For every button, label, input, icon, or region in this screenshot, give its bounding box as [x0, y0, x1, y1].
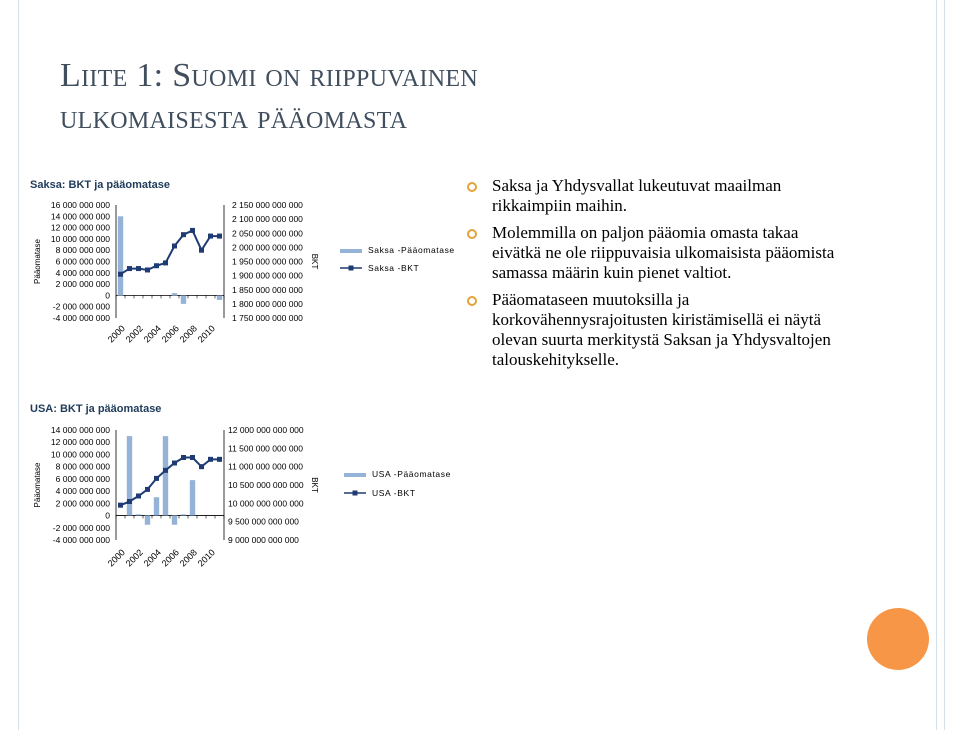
legend-swatch-marker: [349, 266, 354, 271]
decorative-orange-circle: [867, 608, 929, 670]
bar: [217, 295, 222, 300]
y-right-tick-label: 1 950 000 000 000: [232, 256, 303, 267]
line-marker: [127, 266, 132, 271]
legend-swatch-marker: [353, 491, 358, 496]
line-marker: [190, 228, 195, 233]
bar: [136, 514, 141, 515]
legend-swatch-bar: [340, 249, 362, 253]
line-marker: [199, 248, 204, 253]
y-right-tick-label: 9 000 000 000 000: [228, 535, 299, 545]
line-marker: [199, 464, 204, 469]
y-left-tick-label: 2 000 000 000: [55, 279, 110, 290]
x-tick-label: 2004: [141, 547, 163, 569]
y-left-tick-label: 12 000 000 000: [50, 437, 110, 448]
y-left-tick-label: 8 000 000 000: [55, 245, 110, 256]
bar: [163, 436, 168, 515]
bullet-text: Pääomataseen muutoksilla ja korkovähennysrajoitusten kiristämisellä ei näytä olevan suurta merkitystä Saksan ja Yhdysvaltojen talouskehitykselle.: [492, 290, 831, 369]
line-marker: [217, 457, 222, 462]
bullet-text: Molemmilla on paljon pääomia omasta takaa eivätkä ne ole riippuvaisia ulkomaisista pääomista samassa määrin kuin pienet valtiot.: [492, 223, 835, 282]
x-tick-label: 2008: [177, 323, 199, 345]
bullet-item: [466, 223, 846, 283]
line-marker: [163, 468, 168, 473]
y-right-tick-label: 2 100 000 000 000: [232, 214, 303, 225]
bullet-item: [466, 290, 846, 370]
y-left-axis-title: Pääomatase: [33, 239, 42, 284]
chart-usa-title: USA: BKT ja pääomatase: [30, 403, 162, 415]
y-left-tick-label: 14 000 000 000: [50, 211, 110, 222]
line-marker: [145, 267, 150, 272]
y-left-tick-label: 0: [105, 290, 110, 301]
y-right-tick-label: 10 000 000 000 000: [228, 498, 304, 509]
x-tick-label: 2000: [105, 547, 127, 569]
x-tick-label: 2004: [141, 323, 163, 345]
y-left-tick-label: 6 000 000 000: [55, 256, 110, 267]
line-marker: [118, 272, 123, 277]
legend-label: Saksa -BKT: [368, 263, 420, 273]
bar: [172, 293, 177, 295]
x-tick-label: 2006: [159, 547, 181, 569]
y-left-tick-label: -4 000 000 000: [52, 313, 110, 323]
bullet-text: Saksa ja Yhdysvallat lukeutuvat maailman rikkaimpiin maihin.: [492, 176, 782, 215]
slide-title-line-1: Liite 1: Suomi on riippuvainen: [60, 57, 478, 94]
y-left-tick-label: 16 000 000 000: [50, 200, 110, 210]
ring-bullet-icon: [466, 228, 478, 240]
slide-title-line-2: ulkomaisesta pääomasta: [60, 99, 408, 136]
line-marker: [145, 487, 150, 492]
y-right-tick-label: 11 000 000 000 000: [228, 461, 303, 472]
line-marker: [163, 260, 168, 265]
bar: [118, 216, 123, 295]
line-marker: [118, 503, 123, 508]
y-left-tick-label: 8 000 000 000: [55, 461, 110, 472]
x-tick-label: 2006: [159, 323, 181, 345]
bullet-list: [466, 176, 846, 377]
y-left-tick-label: 2 000 000 000: [55, 498, 110, 509]
x-tick-label: 2010: [195, 547, 217, 569]
line-marker: [190, 455, 195, 460]
y-left-tick-label: 4 000 000 000: [55, 486, 110, 497]
ring-bullet-icon: [466, 295, 478, 307]
bar: [154, 497, 159, 515]
chart-saksa-title: Saksa: BKT ja pääomatase: [30, 179, 171, 191]
y-right-tick-label: 2 000 000 000 000: [232, 242, 303, 253]
line-marker: [136, 266, 141, 271]
line-marker: [208, 234, 213, 239]
line-marker: [172, 243, 177, 248]
y-left-tick-label: 6 000 000 000: [55, 473, 110, 484]
y-right-tick-label: 12 000 000 000 000: [228, 425, 304, 435]
legend-label: USA -BKT: [372, 488, 416, 498]
bar: [181, 514, 186, 515]
line-marker: [172, 461, 177, 466]
x-tick-label: 2010: [195, 323, 217, 345]
bar: [172, 516, 177, 525]
x-tick-label: 2000: [105, 323, 127, 345]
y-right-tick-label: 9 500 000 000 000: [228, 516, 299, 527]
y-right-tick-label: 1 850 000 000 000: [232, 284, 303, 295]
y-left-tick-label: -4 000 000 000: [52, 535, 110, 545]
line-marker: [154, 263, 159, 268]
x-tick-label: 2008: [177, 547, 199, 569]
y-left-tick-label: 10 000 000 000: [50, 449, 110, 460]
x-tick-label: 2002: [123, 323, 145, 345]
y-right-tick-label: 2 050 000 000 000: [232, 228, 303, 239]
ring-bullet-icon: [466, 181, 478, 193]
line-marker: [154, 476, 159, 481]
y-right-axis-title: BKT: [310, 477, 319, 493]
y-left-tick-label: 12 000 000 000: [50, 222, 110, 233]
series-line: [121, 458, 220, 506]
line-marker: [136, 494, 141, 499]
y-right-tick-label: 1 750 000 000 000: [232, 313, 303, 323]
bar: [190, 480, 195, 515]
y-right-tick-label: 11 500 000 000 000: [228, 443, 303, 454]
y-left-tick-label: 14 000 000 000: [50, 425, 110, 435]
bar: [145, 516, 150, 525]
series-line: [121, 230, 220, 274]
y-right-tick-label: 1 800 000 000 000: [232, 298, 303, 309]
legend-swatch-bar: [344, 473, 366, 477]
x-tick-label: 2002: [123, 547, 145, 569]
y-left-tick-label: -2 000 000 000: [52, 301, 110, 312]
bar: [181, 295, 186, 303]
line-marker: [127, 499, 132, 504]
bullet-item: [466, 176, 846, 216]
y-left-tick-label: 10 000 000 000: [50, 233, 110, 244]
y-right-tick-label: 1 900 000 000 000: [232, 270, 303, 281]
line-marker: [181, 455, 186, 460]
y-left-tick-label: -2 000 000 000: [52, 522, 110, 533]
line-marker: [181, 232, 186, 237]
y-right-axis-title: BKT: [310, 253, 319, 270]
legend-label: USA -Pääomatase: [372, 469, 451, 479]
y-left-tick-label: 4 000 000 000: [55, 267, 110, 278]
line-marker: [208, 457, 213, 462]
y-right-tick-label: 10 500 000 000 000: [228, 480, 304, 490]
line-marker: [217, 234, 222, 239]
y-right-tick-label: 2 150 000 000 000: [232, 200, 303, 210]
y-left-axis-title: Pääomatase: [33, 462, 42, 508]
y-left-tick-label: 0: [105, 510, 110, 521]
legend-label: Saksa -Pääomatase: [368, 245, 455, 255]
